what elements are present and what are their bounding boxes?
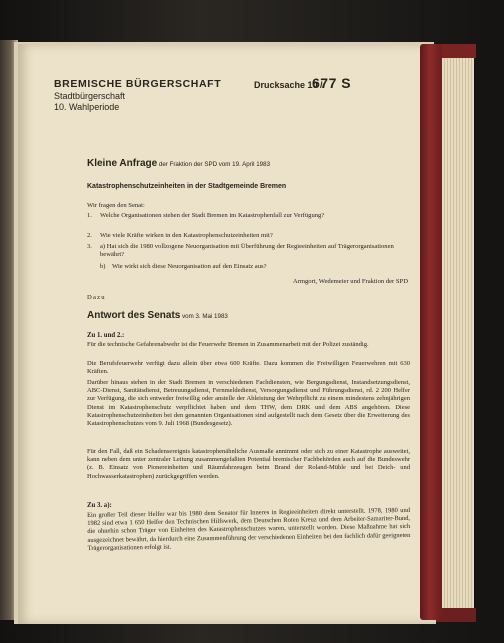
question-2 — [87, 232, 407, 242]
dazu-label: Dazu — [87, 294, 106, 301]
question-1 — [87, 212, 407, 230]
antwort-heading — [87, 310, 228, 321]
antwort-subtitle: vom 3. Mai 1983 — [180, 313, 228, 320]
question-text: Wie viele Kräfte wirken in den Katastrophenschutzeinheiten mit? — [100, 232, 273, 239]
anfrage-topic: Katastrophenschutzeinheiten in der Stadtgemeinde Bremen — [87, 183, 287, 190]
anfrage-title: Kleine Anfrage — [87, 158, 158, 169]
paragraph: Für den Fall, daß ein Schadensereignis katastrophenähnliche Ausmaße annimmt oder sich zu einer Katastrophe ausweitet, kann neben dem unter zentraler Leitung zusammengefaßten Potential bremischer Fachbehörden auch auf die Bundeswehr (z. B. Einsatz von Pionereinheiten und Räumfahrzeugen beim Brand der Roland-Mühle und bei Deich- und Hochwasserkatastrophen) zurückgegriffen werden. — [87, 448, 410, 480]
paragraph: Für die technische Gefahrenabwehr ist die Feuerwehr Bremen in Zusammenarbeit mit der Polizei zuständig. — [87, 341, 369, 348]
anfrage-subtitle: der Fraktion der SPD vom 19. April 1983 — [157, 161, 271, 168]
paragraph: Darüber hinaus stehen in der Stadt Bremen in verschiedenen Fachdiensten, wie Bergungsdienst, Instandsetzungsdienst, ABC-Dienst, Sanitätsdienst, Betreuungsdienst, Fernmeldedienst, Versorgungsdienst und Führungsdienst, rd. 2 200 Helfer zur Verfügung, die sich entweder freiwillig oder anstelle der Ableistung der Wehrpflicht zu einem mindestens zehnjährigen Dienst im Katastrophenschutz verpflichtet haben und dem THW, dem DRK und dem ABS angehören. Diese Katastrophenschutzeinheiten bei den genannten Organisationen sind aufgestellt nach dem Gesetz über die Erweiterung des Katastrophenschutzes vom 9. Juli 1968 (Bundesgesetz). — [87, 379, 410, 428]
antwort-title: Antwort des Senats — [87, 310, 181, 321]
drucksache-label: Drucksache 10 / — [254, 80, 323, 90]
legislative-period: 10. Wahlperiode — [54, 102, 120, 112]
anfrage-intro: Wir fragen den Senat: — [87, 202, 145, 209]
question-number: 1. — [87, 212, 92, 219]
question-number: 3. — [87, 243, 92, 250]
drucksache-number: 677 S — [312, 75, 352, 91]
question-number: b) — [100, 263, 106, 270]
anfrage-heading — [87, 158, 270, 169]
paragraph: Die Berufsfeuerwehr verfügt dazu allein über etwa 600 Kräfte. Dazu kommen die Freiwilligen Feuerwehren mit 630 Kräften. — [87, 360, 410, 376]
question-3b — [100, 263, 400, 273]
section-heading: Zu 1. und 2.: — [87, 332, 125, 339]
paragraph: Ein großer Teil dieser Helfer war bis 1980 dem Senator für Inneres in Regieeinheiten direkt unterstellt. 1978, 1980 und 1982 sind etwa 1 650 Helfer den Technischen Hilfswerk, dem Deutschen Roten Kreuz und dem Arbeiter-Samariter-Bund, die ohnehin schon Träger von Einheiten des Katastrophenschutzes waren, unterstellt worden. Diese Maßnahme hat sich ausgezeichnet bewährt, da hierdurch eine Zusammenführung der verschiedenen Einheiten bei den fachlich dafür geeigneten Trägerorganisationen erfolgt ist. — [87, 506, 411, 552]
question-text: Wie wirkt sich diese Neuorganisation auf den Einsatz aus? — [112, 263, 267, 270]
question-number: 2. — [87, 232, 92, 239]
chamber-name: Stadtbürgerschaft — [54, 91, 126, 101]
organization-name: BREMISCHE BÜRGERSCHAFT — [54, 78, 222, 90]
question-text: a) Hat sich die 1980 vollzogene Neuorganisation mit Überführung der Regieeinheiten auf Trägerorganisationen bewährt? — [100, 243, 394, 259]
question-text: Welche Organisationen stehen der Stadt Bremen im Katastrophenfall zur Verfügung? — [100, 212, 325, 219]
section-heading: Zu 3. a): — [87, 502, 112, 509]
binding-strip — [420, 44, 442, 620]
question-3a — [87, 243, 407, 261]
anfrage-signers: Armgort, Wedemeier und Fraktion der SPD — [292, 278, 408, 285]
